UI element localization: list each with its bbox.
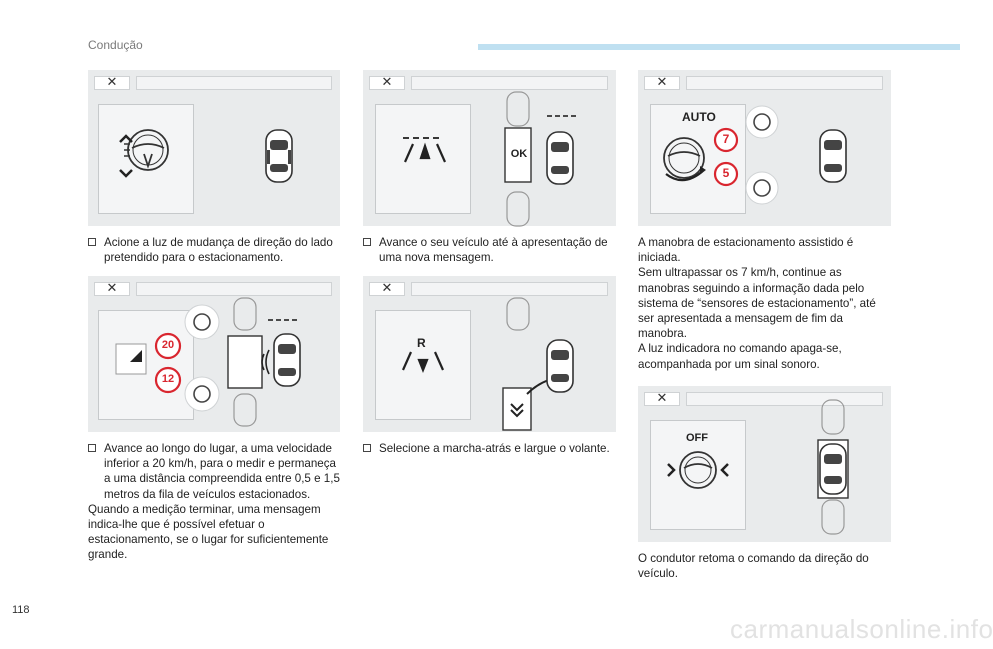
- chevron-up-icon: [120, 136, 132, 142]
- parking-lines-icon: [403, 138, 445, 162]
- car-top-view-icon: [820, 130, 846, 182]
- auto-illustration: [638, 70, 891, 226]
- panel-turn-signal: [88, 70, 340, 226]
- parking-slot-box: [228, 336, 262, 388]
- close-box: ✕: [369, 76, 405, 90]
- section-title: Condução: [88, 38, 143, 52]
- parked-car-icon: [507, 92, 529, 126]
- measuring-illustration: [88, 276, 340, 432]
- header-accent-bar: [478, 44, 960, 50]
- close-box: ✕: [644, 392, 680, 406]
- car-top-view-icon: [274, 334, 300, 386]
- sensor-badge: [746, 106, 778, 138]
- instruction-step6: O condutor retoma o comando da direção do veículo.: [638, 552, 869, 581]
- ok-label: OK: [510, 148, 528, 160]
- parked-car-icon: [234, 394, 256, 426]
- off-label: OFF: [686, 432, 708, 444]
- close-box: ✕: [94, 76, 130, 90]
- instruction-step4: Avance ao longo do lugar, a uma velocidade inferior a 20 km/h, para o medir e permaneça a uma distância compreendida entre 0,5 e 1,5 metros da fila de veículos estacionados. Quando a medição terminar, uma mensagem indica-lhe que é possível efetuar o estacionamento, se o lugar for suficientemente grande.: [88, 442, 340, 562]
- instruction-step2: Avance o seu veículo até à apresentação de uma nova mensagem.: [363, 235, 616, 265]
- steering-wheel-icon: [664, 138, 704, 178]
- parking-lines-icon: [403, 352, 443, 370]
- off-illustration: [638, 386, 891, 542]
- close-box: ✕: [644, 76, 680, 90]
- parked-car-icon: [822, 500, 844, 534]
- car-top-view-icon: [547, 132, 573, 184]
- speed-value-top: 20: [161, 339, 175, 351]
- chevron-left-icon: [722, 464, 728, 476]
- sensor-badge: [746, 172, 778, 204]
- reverse-illustration: [363, 276, 616, 432]
- parked-car-icon: [822, 400, 844, 434]
- sensor-waves-icon: [262, 350, 269, 374]
- turn-signal-illustration: [88, 70, 340, 226]
- speed-value-bottom: 12: [161, 373, 175, 385]
- speed-value-top: 7: [722, 132, 730, 146]
- reverse-gear-label: R: [417, 336, 426, 350]
- parked-car-icon: [234, 298, 256, 330]
- instruction-step3: A manobra de estacionamento assistido é iniciada. Sem ultrapassar os 7 km/h, continue as manobras seguindo a informação dada pelo sistema de “sensores de estacionamento”, até ser apresentada a mensagem de fim da manobra. A luz indicadora no comando apaga-se, acompanhada por um sinal sonoro.: [638, 236, 876, 371]
- parked-car-icon: [507, 298, 529, 330]
- ok-illustration: [363, 70, 616, 226]
- close-box: ✕: [94, 282, 130, 296]
- panel-reverse: [363, 276, 616, 432]
- chevron-right-icon: [668, 464, 674, 476]
- speed-value-bottom: 5: [722, 166, 730, 180]
- car-top-view-icon: [820, 444, 846, 494]
- instruction-step5: Selecione a marcha-atrás e largue o volante.: [363, 441, 616, 456]
- steering-wheel-icon: [128, 130, 168, 170]
- chevron-down-icon: [120, 170, 132, 176]
- sensor-badge: [185, 305, 219, 339]
- car-top-view-icon: [547, 340, 573, 392]
- page-number: 118: [12, 604, 30, 616]
- panel-auto-maneuver: [638, 70, 891, 226]
- steering-wheel-icon: [680, 452, 716, 488]
- panel-ok-message: [363, 70, 616, 226]
- close-box: ✕: [369, 282, 405, 296]
- panel-measuring: [88, 276, 340, 432]
- panel-off: [638, 386, 891, 542]
- instruction-step1: Acione a luz de mudança de direção do lado pretendido para o estacionamento.: [88, 235, 340, 265]
- auto-label: AUTO: [682, 110, 716, 124]
- side-view-icon: [116, 344, 146, 374]
- parked-car-icon: [507, 192, 529, 226]
- sensor-badge: [185, 377, 219, 411]
- watermark: carmanualsonline.info: [730, 614, 993, 644]
- car-top-view-icon: [266, 130, 292, 182]
